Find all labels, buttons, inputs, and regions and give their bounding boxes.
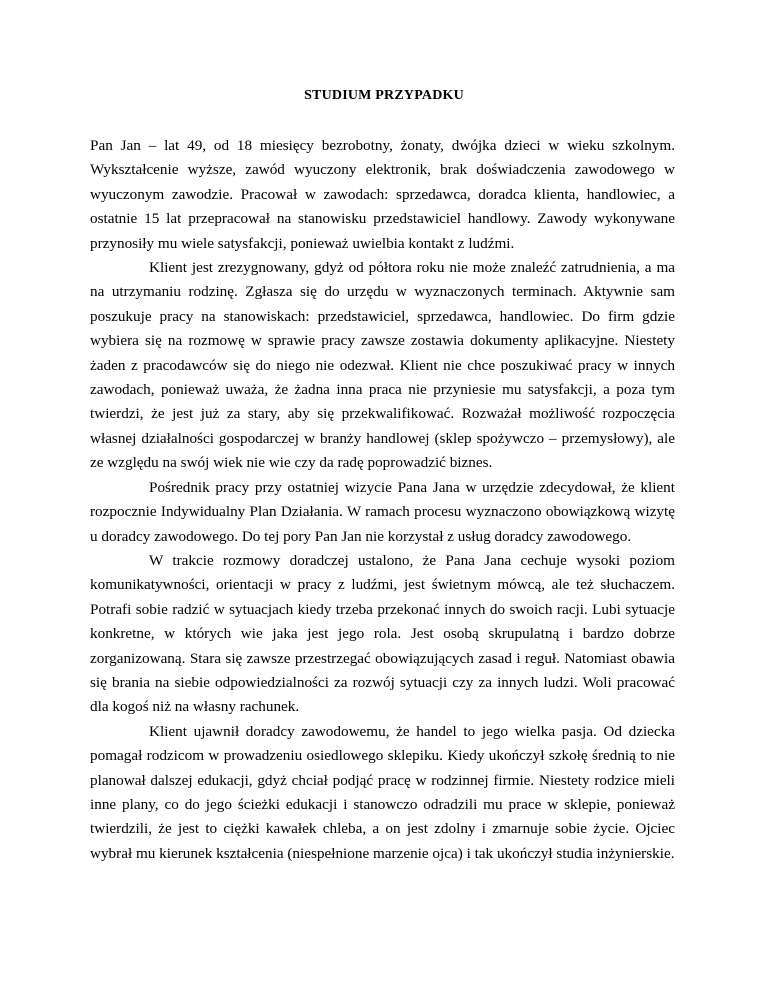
page-title: STUDIUM PRZYPADKU: [304, 88, 464, 103]
paragraph-3: Pośrednik pracy przy ostatniej wizycie Pana Jana w urzędzie zdecydował, że klient rozpocznie Indywidualny Plan Działania. W ramach procesu wyznaczono obowiązkową wizytę u doradcy zawodowego. Do tej pory Pan Jan nie korzystał z usług doradcy zawodowego.: [90, 478, 675, 545]
paragraph-5: Klient ujawnił doradcy zawodowemu, że handel to jego wielka pasja. Od dziecka pomagał rodzicom w prowadzeniu osiedlowego sklepiku. Kiedy ukończył szkołę średnią to nie planował dalszej edukacji, gdyż chciał podjąć pracę w rodzinnej firmie. Niestety rodzice mieli inne plany, co do jego ścieżki edukacji i stanowczo odradzili mu prace w sklepie, ponieważ twierdzili, że jest to ciężki kawałek chleba, a on jest zdolny i zmarnuje sobie życie. Ojciec wybrał mu kierunek kształcenia (niespełnione marzenie ojca) i tak ukończył studia inżynierskie.: [90, 722, 675, 862]
document-body: [90, 134, 675, 866]
paragraph-2: Klient jest zrezygnowany, gdyż od półtora roku nie może znaleźć zatrudnienia, a ma na utrzymaniu rodzinę. Zgłasza się do urzędu w wyznaczonych terminach. Aktywnie sam poszukuje pracy na stanowiskach: przedstawiciel, sprzedawca, handlowiec. Do firm gdzie wybiera się na rozmowę w sprawie pracy zawsze zostawia dokumenty aplikacyjne. Niestety żaden z pracodawców się do niego nie odezwał. Klient nie chce poszukiwać pracy w innych zawodach, ponieważ uważa, że żadna inna praca nie przyniesie mu satysfakcji, a poza tym twierdzi, że jest już za stary, aby się przekwalifikować. Rozważał możliwość rozpoczęcia własnej działalności gospodarczej w branży handlowej (sklep spożywczo – przemysłowy), ale ze względu na swój wiek nie wie czy da radę poprowadzić biznes.: [90, 259, 675, 472]
paragraph-1: Pan Jan – lat 49, od 18 miesięcy bezrobotny, żonaty, dwójka dzieci w wieku szkolnym. Wykształcenie wyższe, zawód wyuczony elektronik, brak doświadczenia zawodowego w wyuczonym zawodzie. Pracował w zawodach: sprzedawca, doradca klienta, handlowiec, a ostatnie 15 lat przepracował na stanowisku przedstawiciel handlowy. Zawody wykonywane przynosiły mu wiele satysfakcji, ponieważ uwielbia kontakt z ludźmi.: [90, 137, 675, 252]
paragraph-4: W trakcie rozmowy doradczej ustalono, że Pana Jana cechuje wysoki poziom komunikatywności, orientacji w pracy z ludźmi, jest świetnym mówcą, ale też słuchaczem. Potrafi sobie radzić w sytuacjach kiedy trzeba przekonać innych do swoich racji. Lubi sytuacje konkretne, w których wie jaka jest jego rola. Jest osobą skrupulatną i bardzo dobrze zorganizowaną. Stara się zawsze przestrzegać obowiązujących zasad i reguł. Natomiast obawia się brania na siebie odpowiedzialności za rozwój sytuacji czy za innych ludzi. Woli pracować dla kogoś niż na własny rachunek.: [90, 551, 675, 716]
